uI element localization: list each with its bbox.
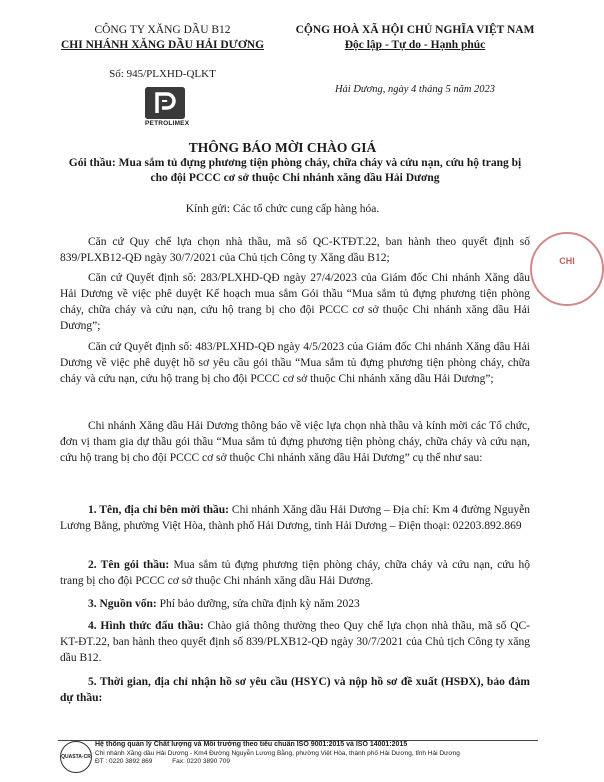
paragraph-1 [60, 234, 530, 266]
branch-name: CHI NHÁNH XĂNG DẦU HẢI DƯƠNG [60, 39, 265, 51]
national-header [285, 23, 545, 53]
item-2 [60, 557, 530, 589]
item-5-label: 5. Thời gian, địa chỉ nhận hồ sơ yêu cầu (HSYC) và nộp hồ sơ đề xuất (HSĐX), bảo đảm dự thầu: [60, 676, 530, 704]
country-name: CỘNG HOÀ XÃ HỘI CHỦ NGHĨA VIỆT NAM [295, 24, 535, 36]
paragraph-4 [60, 418, 530, 466]
greeting: Kính gửi: Các tổ chức cung cấp hàng hóa. [185, 203, 380, 215]
company-name: CÔNG TY XĂNG DẦU B12 [94, 24, 231, 36]
document-title: THÔNG BÁO MỜI CHÀO GIÁ [188, 140, 377, 155]
paragraph-text: Căn cứ Quyết định số: 283/PLXHD-QĐ ngày 27/4/2023 của Giám đốc Chi nhánh Xăng dầu Hải Dương về việc phê duyệt Kế hoạch mua sắm Gói thầu “Mua sắm tủ đựng phương tiện phòng cháy, chữa cháy và cứu nạn, cứu hộ trang bị cho đội PCCC cơ sở thuộc Chi nhánh xăng dầu Hải Dương”; [60, 272, 530, 332]
item-2-label: 2. Tên gói thầu: [88, 559, 170, 571]
logo-caption: PETROLIMEX [145, 120, 190, 127]
paragraph-2 [60, 270, 530, 334]
item-4-label: 4. Hình thức đấu thầu: [88, 620, 204, 632]
document-subtitle: Gói thầu: Mua sắm tủ đựng phương tiện phòng cháy, chữa cháy và cứu nạn, cứu hộ trang bị cho đội PCCC cơ sở thuộc Chi nhánh xăng dầu Hải Dương [68, 157, 522, 184]
red-stamp [530, 232, 604, 306]
document-number: Số: 945/PLXHD-QLKT [109, 68, 216, 80]
item-1-text: Chi nhánh Xăng dầu Hải Dương – Địa chỉ: Km 4 đường Nguyễn Lương Bằng, phường Việt Hòa, thành phố Hải Dương, tỉnh Hải Dương – Điện thoại: 02203.892.869 [60, 504, 530, 532]
item-5 [60, 674, 530, 706]
stamp-text: CHI [559, 256, 575, 266]
item-3-label: 3. Nguồn vốn: [88, 598, 157, 610]
item-4-text: Chào giá thông thường theo Quy chế lựa chọn nhà thầu, mã số QC-KT-ĐT.22, ban hành theo quyết định số 839/PLXB12-QĐ ngày 30/7/2021 của Chủ tịch Công ty xăng dầu B12. [60, 620, 531, 664]
item-2-text: Mua sắm tủ đựng phương tiện phòng cháy, chữa cháy và cứu nạn, cứu hộ trang bị cho đội PCCC cơ sở thuộc Chi nhánh xăng dầu Hải Dương. [60, 559, 531, 587]
paragraph-text: Căn cứ Quyết định số: 483/PLXHD-QĐ ngày 4/5/2023 của Giám đốc Chi nhánh Xăng dầu Hải Dương về việc phê duyệt hồ sơ yêu cầu gói thầu “Mua sắm tủ đựng phương tiện phòng cháy, chữa cháy và cứu nạn, cứu hộ trang bị cho đội PCCC cơ sở thuộc Chi nhánh xăng dầu Hải Dương”; [60, 341, 530, 385]
item-1 [60, 502, 530, 534]
paragraph-text: Căn cứ Quy chế lựa chọn nhà thầu, mã số QC-KTĐT.22, ban hành theo quyết định số 839/PLXB12-QĐ ngày 30/7/2021 của Chủ tịch Công ty Xăng dầu B12; [60, 236, 530, 264]
national-motto: Độc lập - Tự do - Hạnh phúc [344, 39, 486, 51]
quasta-cert-badge: QUASTA-CR [60, 741, 92, 773]
document-date: Hải Dương, ngày 4 tháng 5 năm 2023 [334, 84, 496, 95]
footer-address: Chi nhánh Xăng dầu Hải Dương - Km4 Đường Nguyễn Lương Bằng, phường Việt Hòa, thành phố Hải Dương, tỉnh Hải Dương [95, 749, 460, 757]
footer-iso-line: Hệ thống quản lý Chất lượng và Môi trường theo tiêu chuẩn ISO 9001:2015 và ISO 14001:2015 [95, 741, 408, 748]
issuer-block [60, 23, 265, 53]
footer-contact [95, 758, 535, 767]
footer [95, 741, 535, 767]
item-3 [60, 596, 530, 612]
logo-icon [145, 87, 185, 119]
paragraph-3 [60, 339, 530, 387]
footer-phone: ĐT : 0220 3892 869 [95, 758, 153, 765]
paragraph-text: Chi nhánh Xăng dầu Hải Dương thông báo về việc lựa chọn nhà thầu và kính mời các Tổ chức, đơn vị tham gia dự thầu gói thầu “Mua sắm tủ đựng phương tiện phòng cháy, chữa cháy và cứu nạn, cứu hộ trang bị cho đội PCCC cơ sở thuộc Chi nhánh xăng dầu Hải Dương” cụ thể như sau: [60, 420, 530, 464]
item-3-text: Phí bảo dưỡng, sửa chữa định kỳ năm 2023 [156, 598, 360, 610]
item-1-label: 1. Tên, địa chỉ bên mời thầu: [88, 504, 230, 516]
item-4 [60, 618, 530, 666]
footer-fax: Fax: 0220 3890 709 [172, 758, 230, 765]
petrolimex-logo [145, 87, 190, 127]
